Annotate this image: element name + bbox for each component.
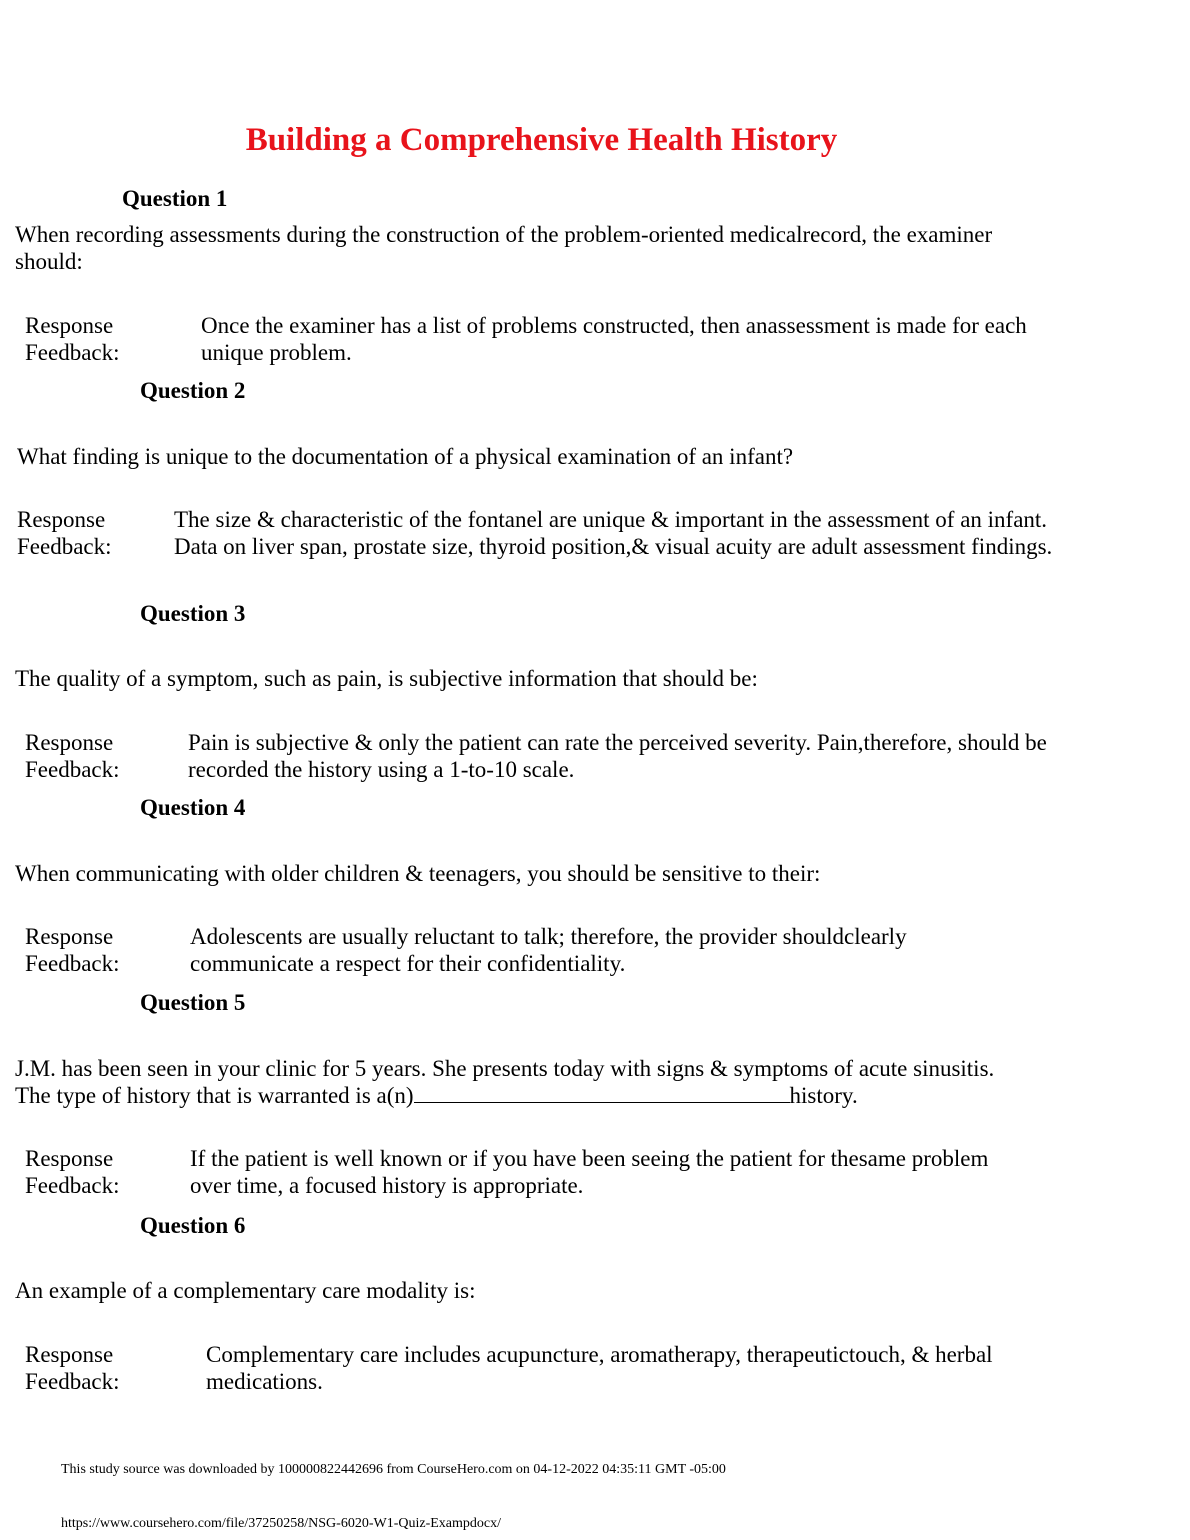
question-heading: Question 3 <box>140 601 246 626</box>
question-text: The quality of a symptom, such as pain, is subjective information that should be: <box>15 666 758 691</box>
page-title: Building a Comprehensive Health History <box>245 122 838 158</box>
answer-blank <box>414 1082 790 1103</box>
source-url[interactable]: https://www.coursehero.com/file/37250258/NSG-6020-W1-Quiz-Exampdocx/ <box>61 1516 502 1531</box>
response-feedback-text: Once the examiner has a list of problems constructed, then anassessment is made for each unique problem. <box>201 313 1027 365</box>
response-feedback-label: Response Feedback: <box>25 1342 120 1394</box>
response-feedback-text: If the patient is well known or if you have been seeing the patient for thesame problem over time, a focused history is appropriate. <box>190 1146 989 1198</box>
response-feedback-label: Response Feedback: <box>17 507 112 559</box>
question-heading: Question 6 <box>140 1213 246 1238</box>
question-heading: Question 4 <box>140 795 246 820</box>
question-heading: Question 2 <box>140 378 246 403</box>
response-feedback-label: Response Feedback: <box>25 924 120 976</box>
response-feedback-text: Pain is subjective & only the patient can rate the perceived severity. Pain,therefore, should be recorded the history using a 1-to-10 scale. <box>188 730 1047 782</box>
response-feedback-label: Response Feedback: <box>25 313 120 365</box>
question-text: An example of a complementary care modality is: <box>15 1278 476 1303</box>
response-feedback-text: The size & characteristic of the fontanel are unique & important in the assessment of an infant. Data on liver span, prostate size, thyroid position,& visual acuity are adult assessment findings. <box>174 507 1053 559</box>
question-text: J.M. has been seen in your clinic for 5 years. She presents today with signs & symptoms of acute sinusitis. The type of history that is warranted is a(n) history. <box>15 1056 995 1108</box>
response-feedback-text: Adolescents are usually reluctant to talk; therefore, the provider shouldclearly communicate a respect for their confidentiality. <box>190 924 907 976</box>
question-text: When recording assessments during the construction of the problem-oriented medicalrecord, the examiner should: <box>15 222 993 274</box>
question-heading: Question 1 <box>122 186 228 211</box>
question-heading: Question 5 <box>140 990 246 1015</box>
question-text: When communicating with older children & teenagers, you should be sensitive to their: <box>15 861 821 886</box>
response-feedback-label: Response Feedback: <box>25 1146 120 1198</box>
response-feedback-text: Complementary care includes acupuncture, aromatherapy, therapeutictouch, & herbal medications. <box>206 1342 993 1394</box>
response-feedback-label: Response Feedback: <box>25 730 120 782</box>
question-text: What finding is unique to the documentation of a physical examination of an infant? <box>17 444 794 469</box>
source-notice: This study source was downloaded by 100000822442696 from CourseHero.com on 04-12-2022 04:35:11 GMT -05:00 <box>61 1462 726 1477</box>
